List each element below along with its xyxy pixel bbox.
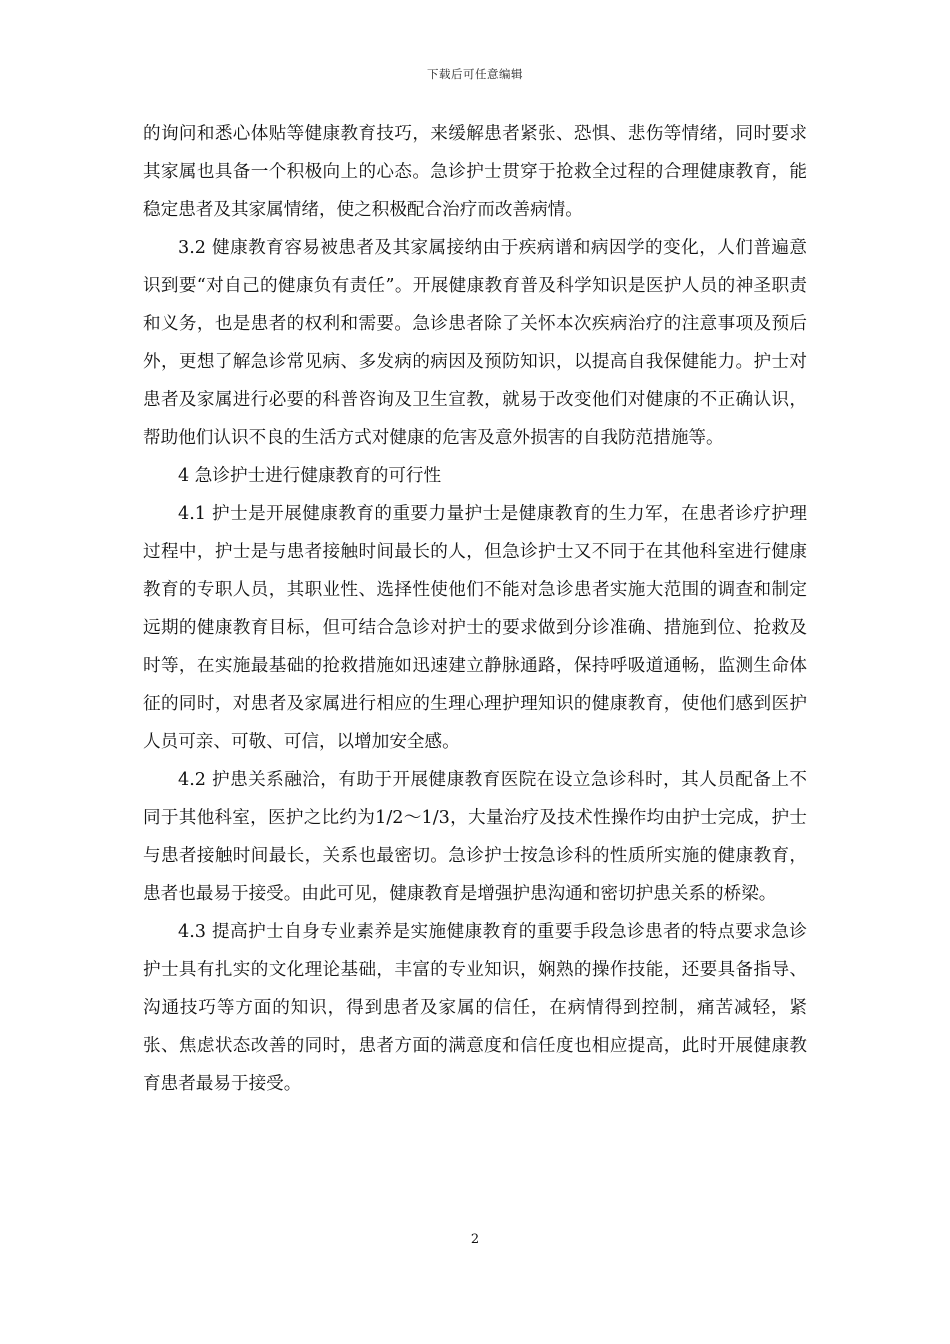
paragraph-4-1: 4.1 护士是开展健康教育的重要力量护士是健康教育的生力军，在患者诊疗护理过程中，护士是与患者接触时间最长的人，但急诊护士又不同于在其他科室进行健康教育的专职人员，其职业性、选择性使他们不能对急诊患者实施大范围的调查和制定远期的健康教育目标，但可结合急诊对护士的要求做到分诊准确、措施到位、抢救及时等，在实施最基础的抢救措施如迅速建立静脉通路，保持呼吸道通畅，监测生命体征的同时，对患者及家属进行相应的生理心理护理知识的健康教育，使他们感到医护人员可亲、可敬、可信，以增加安全感。 — [143, 504, 807, 752]
paragraph-3-2: 3.2 健康教育容易被患者及其家属接纳由于疾病谱和病因学的变化，人们普遍意识到要“对自己的健康负有责任”。开展健康教育普及科学知识是医护人员的神圣职责和义务，也是患者的权利和需要。急诊患者除了关怀本次疾病治疗的注意事项及预后外，更想了解急诊常见病、多发病的病因及预防知识，以提高自我保健能力。护士对患者及家属进行必要的科普咨询及卫生宣教，就易于改变他们对健康的不正确认识，帮助他们认识不良的生活方式对健康的危害及意外损害的自我防范措施等。 — [143, 238, 807, 448]
paragraph-1: 的询问和悉心体贴等健康教育技巧，来缓解患者紧张、恐惧、悲伤等情绪，同时要求其家属也具备一个积极向上的心态。急诊护士贯穿于抢救全过程的合理健康教育，能稳定患者及其家属情绪，使之积极配合治疗而改善病情。 — [143, 124, 807, 220]
body-text — [143, 115, 807, 1103]
page-number: 2 — [470, 1232, 480, 1247]
section-heading-4: 4 急诊护士进行健康教育的可行性 — [178, 466, 442, 486]
paragraph-4-3: 4.3 提高护士自身专业素养是实施健康教育的重要手段急诊患者的特点要求急诊护士具有扎实的文化理论基础，丰富的专业知识，娴熟的操作技能，还要具备指导、沟通技巧等方面的知识，得到患者及家属的信任，在病情得到控制，痛苦减轻，紧张、焦虑状态改善的同时，患者方面的满意度和信任度也相应提高，此时开展健康教育患者最易于接受。 — [143, 922, 807, 1094]
paragraph-4-2: 4.2 护患关系融洽，有助于开展健康教育医院在设立急诊科时，其人员配备上不同于其他科室，医护之比约为1/2～1/3，大量治疗及技术性操作均由护士完成，护士与患者接触时间最长，关系也最密切。急诊护士按急诊科的性质所实施的健康教育，患者也最易于接受。由此可见，健康教育是增强护患沟通和密切护患关系的桥梁。 — [143, 770, 807, 904]
page-header: 下载后可任意编辑 — [427, 67, 523, 81]
